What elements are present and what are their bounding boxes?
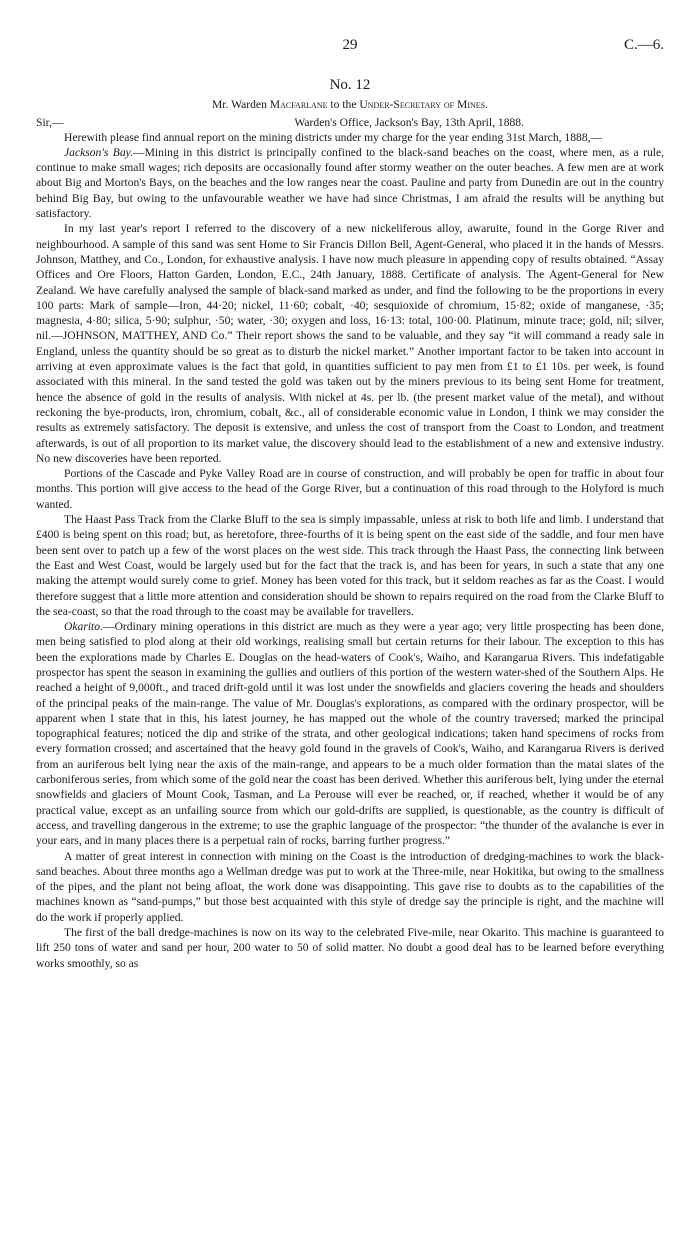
paragraph-text: Portions of the Cascade and Pyke Valley Road are in course of construction, and will probably be open for traffic in about four months. This portion will give access to the head of the Gorge River, but a continuation of this road through to the Holyford is much wanted. xyxy=(36,467,664,511)
paragraph-jacksons-bay xyxy=(36,145,664,221)
paragraph-text: The Haast Pass Track from the Clarke Bluff to the sea is simply impassable, unless at risk to both life and limb. I understand that £400 is being spent on this road; but, as heretofore, three-fourths of it is being spent on the east side of the saddle, and four men have been sent over to patch up a few of the worst places on the west side. This track through the Haast Pass, the connecting link between the East and West Coast, would be largely used but for the fact that the track is, and has been for years, in such a state that any one making the attempt would surely come to grief. Money has been voted for this track, but it seldom reaches as far as the Coast. I would therefore suggest that a little more attention and consideration should be shown to repairs required on the road from the Clarke Bluff to the sea-coast, so that the road through to the coast may be available for travellers. xyxy=(36,513,664,618)
to-text: to the xyxy=(327,98,360,112)
paragraph-text: Herewith please find annual report on the mining districts under my charge for the year ending 31st March, 1888,— xyxy=(64,130,603,144)
paragraph-ball-dredge xyxy=(36,925,664,971)
paragraph-dredging xyxy=(36,849,664,925)
paragraph-text: In my last year's report I referred to the discovery of a new nickeliferous alloy, awaruite, found in the Gorge River and neighbourhood. A sample of this sand was sent Home to Sir Francis Dillon Bell, Agent-General, who placed it in the hands of Messrs. Johnson, Matthey, and Co., London, for exhaustive analysis. I have now much pleasure in appending copy of results obtained. “Assay Offices and Ore Floors, Hatton Garden, London, E.C., 24th January, 1888. Certificate of analysis. The Agent-General for New Zealand. We have carefully analysed the sample of black-sand marked as under, and find the following to be the proportions in every 100 parts: Mark of sample—Iron, 44·20; nickel, 11·60; cobalt, ·40; sesquioxide of chromium, 15·82; oxide of manganese, ·35; magnesia, 4·80; silica, 5·90; sulphur, ·50; water, ·30; oxygen and loss, 16·13: total, 100·00. Platinum, minute trace; gold, nil; silver, nil.—JOHNSON, MATTHEY, AND Co.” Their report shows the sand to be valuable, and they say “it will command a ready sale in England, unless the quantity should be so great as to disturb the nickel market.” Another important factor to be taken into account in arriving at even approximate values is the fact that gold, in quantities sufficient to pay men from £1 to £1 10s. per week, is found associated with this mineral. In the sand tested the gold was taken out by the miners previous to its being sent Home for treatment, hence the absence of gold in the results of analysis. With nickel at 4s. per lb. (the present market value of the metal), and without reckoning the bye-products, iron, chromium, cobalt, &c., all of considerable economic value in London, I think we may consider the results as extremely satisfactory. The deposit is extensive, and unless the cost of transport from the Coast to London, and treatment afterwards, is out of all proportion to its market value, the discovery should lead to the establishment of a new and extensive industry. No new discoveries have been reported. xyxy=(36,222,664,465)
paragraph-roads xyxy=(36,466,664,512)
paragraph-text: —Mining in this district is principally confined to the black-sand beaches on the coast, where men, as a rule, continue to make small wages; rich deposits are occasionally found after stormy weather on the outer beaches. A few men are at work about Big and Morton's Bays, on the beaches and the low ranges near the coast. Pauline and party from Dunedin are out in the country behind Big Bay, but owing to the unfavourable weather we have had since Christmas, I am afraid the results will be anything but satisfactory. xyxy=(36,145,665,221)
paragraph-text: —Ordinary mining operations in this district are much as they were a year ago; very little prospecting has been done, men being satisfied to plod along at their old workings, realising small but certain returns for their labour. The exception to this has been the explorations made by Charles E. Douglas on the head-waters of Cook's, Waiho, and Karangarua Rivers. This indefatigable prospector has spent the season in examining the gullies and outliers of this portion of the western water-shed of the Southern Alps. He reached a height of 9,000ft., and traced drift-gold until it was lost under the snowfields and glaciers covering the heads and shoulders of the principal peaks of the main-range. The value of Mr. Douglas's explorations, as compared with the ordinary prospector, will be apparent when I state that in this, his latest journey, he has mapped out the whole of the country traversed; marked the principal topographical features; noticed the dip and strike of the strata, and other geological indications; taken hand specimens of rocks from every formation crossed; and ascertained that the heavy gold found in the gravels of Cook's, Waiho, and Karangarua Rivers is derived from an auriferous belt lying near the axis of the main-range, and appears to be a much older formation than the matai slates of the carboniferous series, from which some of the gold near the coast has been derived. Whether this auriferous belt, lying under the eternal snowfields and glaciers of Mount Cook, Tasman, and La Perouse will ever be reached, or, if reached, whether it would be of any practical value, except as an unfailing source from which our gold-drifts are supplied, is questionable, as the country is difficult of access, and travelling dangerous in the extreme; to use the graphic language of the prospector: “the thunder of the avalanche is ever in your ears, and in many places there is a perpetual rain of rocks, barring further progress.” xyxy=(36,620,664,848)
from-name: Macfarlane xyxy=(269,98,328,112)
dateline: Warden's Office, Jackson's Bay, 13th April, 1888. xyxy=(294,115,524,129)
paragraph-lead: Okarito. xyxy=(64,620,103,634)
letter-heading xyxy=(36,97,664,112)
paragraph-intro xyxy=(36,130,664,145)
from-prefix: Mr. Warden xyxy=(211,98,270,112)
paragraph-text: The first of the ball dredge-machines is now on its way to the celebrated Five-mile, near Okarito. This machine is guaranteed to lift 250 tons of water and sand per hour, 200 water to 50 of solid matter. No doubt a good deal has to be learned before everything works smoothly, so as xyxy=(36,926,664,970)
paragraph-lead: Jackson's Bay. xyxy=(64,145,134,159)
salutation: Sir,— xyxy=(36,115,64,129)
salutation-row xyxy=(36,115,664,130)
document-code: C.—6. xyxy=(623,37,664,53)
to-name: Under-Secretary of Mines. xyxy=(359,98,488,112)
paragraph-okarito xyxy=(36,619,664,848)
document-page xyxy=(36,38,664,971)
paragraph-haast-pass xyxy=(36,512,664,619)
page-number: 29 xyxy=(342,37,358,53)
page-header xyxy=(36,38,664,64)
paragraph-text: A matter of great interest in connection with mining on the Coast is the introduction of dredging-machines to work the black-sand beaches. About three months ago a Wellman dredge was put to work at the Three-mile, near Hokitika, but owing to the smallness of the pipes, and the plant not being afloat, the work done was disappointing. This gave rise to doubts as to the capabilities of the machines known as “sand-pumps,” but those best acquainted with this style of dredge say the principle is right, and the machine will do the work if properly applied. xyxy=(36,849,664,924)
letter-number: No. 12 xyxy=(329,77,371,93)
paragraph-awaruite xyxy=(36,221,664,466)
